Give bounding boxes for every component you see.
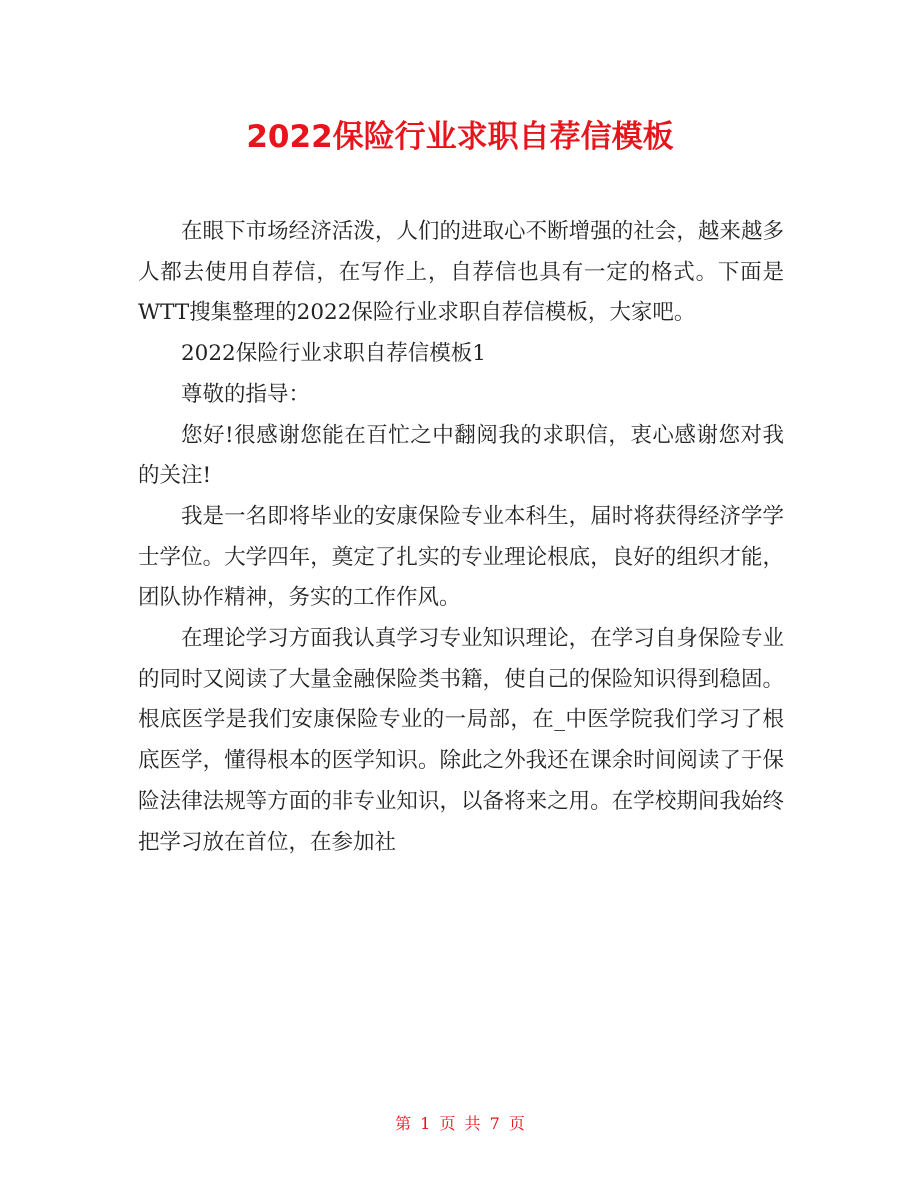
document-title: 2022保险行业求职自荐信模板 — [246, 119, 674, 155]
paragraph-study: 在理论学习方面我认真学习专业知识理论，在学习自身保险专业的同时又阅读了大量金融保险类书籍，使自己的保险知识得到稳固。根底医学是我们安康保险专业的一局部，在_中医学院我们学习了根底医学，懂得根本的医学知识。除此之外我还在课余时间阅读了于保险法律法规等方面的非专业知识，以备将来之用。在学校期间我始终把学习放在首位，在参加社 — [138, 626, 784, 855]
paragraph-salutation: 尊敬的指导： — [181, 381, 311, 407]
page-footer: 第 1 页 共 7 页 — [395, 1114, 525, 1133]
paragraph-intro: 在眼下市场经济活泼，人们的进取心不断增强的社会，越来越多人都去使用自荐信，在写作上，自荐信也具有一定的格式。下面是WTT搜集整理的2022保险行业求职自荐信模板，大家吧。 — [138, 219, 784, 326]
paragraph-self-intro: 我是一名即将毕业的安康保险专业本科生，届时将获得经济学学士学位。大学四年，奠定了扎实的专业理论根底，良好的组织才能，团队协作精神，务实的工作作风。 — [138, 503, 784, 611]
document-body — [138, 212, 784, 863]
paragraph-greeting: 您好!很感谢您能在百忙之中翻阅我的求职信，衷心感谢您对我的关注! — [138, 422, 784, 489]
paragraph-subtitle: 2022保险行业求职自荐信模板1 — [181, 341, 486, 367]
